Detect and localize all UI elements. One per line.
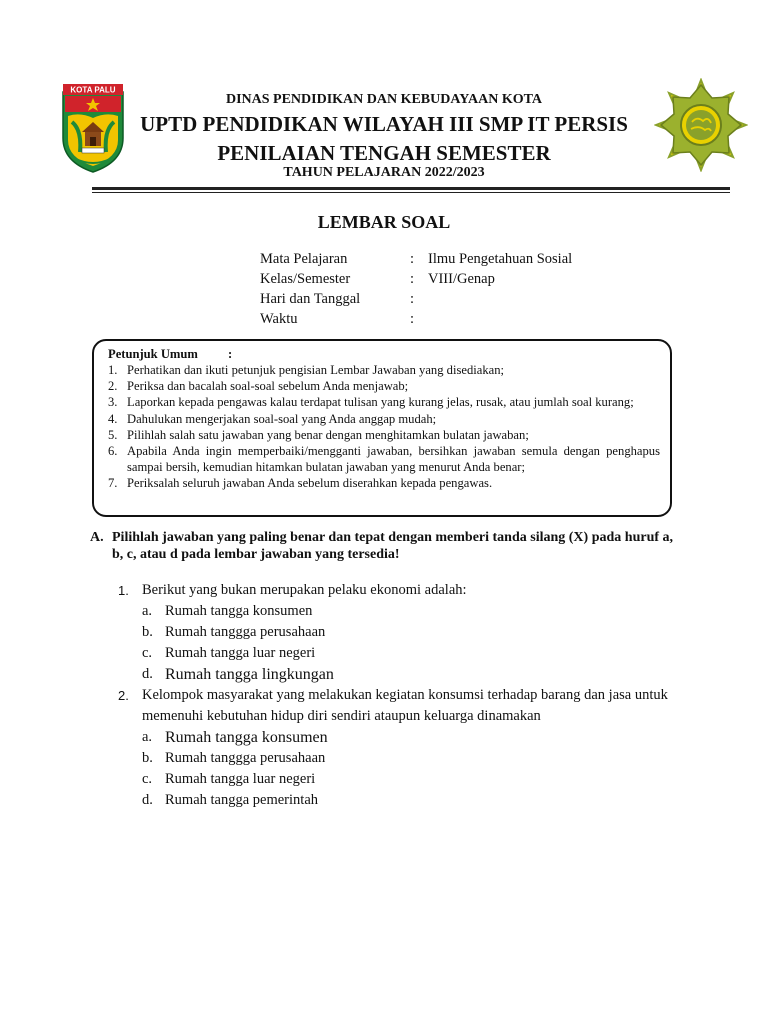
option-letter: c. [142, 771, 153, 787]
instruction-number: 2. [108, 379, 118, 394]
info-colon: : [410, 271, 415, 287]
option-letter: c. [142, 645, 153, 661]
question-1 [118, 580, 678, 685]
header-divider-thin [92, 192, 730, 193]
persis-seal-logo [654, 78, 748, 172]
info-label: Mata Pelajaran [260, 251, 348, 267]
instruction-text: Laporkan kepada pengawas kalau terdapat tulisan yang kurang jelas, rusak, atau jumlah soal kurang; [127, 395, 634, 410]
info-colon: : [410, 291, 415, 307]
instruction-text: Perhatikan dan ikuti petunjuk pengisian Lembar Jawaban yang disediakan; [127, 363, 505, 377]
option-text: Rumah tanggga perusahaan [165, 750, 326, 766]
sheet-title: LEMBAR SOAL [317, 212, 451, 232]
header-agency: DINAS PENDIDIKAN DAN KEBUDAYAAN KOTA [225, 92, 543, 107]
header-school: UPTD PENDIDIKAN WILAYAH III SMP IT PERSIS [140, 112, 628, 136]
instructions-title: Petunjuk Umum [108, 347, 198, 361]
instruction-item [108, 394, 660, 410]
option-letter: b. [142, 750, 153, 766]
header-divider-thick [92, 187, 730, 190]
instruction-text: Pilihlah salah satu jawaban yang benar dengan menghitamkan bulatan jawaban; [127, 427, 529, 442]
option-letter: d. [142, 666, 153, 682]
instruction-item [108, 443, 660, 475]
info-colon: : [410, 251, 415, 267]
instruction-number: 7. [108, 476, 118, 491]
logo-badge-text: KOTA PALU [70, 85, 116, 95]
section-text: Pilihlah jawaban yang paling benar dan tepat dengan memberi tanda silang (X) pada huruf a, b, c, atau d pada lembar jawaban yang tersedia! [112, 530, 674, 562]
option-text: Rumah tangga konsumen [165, 729, 328, 746]
instruction-item [108, 475, 660, 491]
option-d [142, 664, 678, 685]
option-letter: a. [142, 729, 153, 745]
instruction-number: 1. [108, 363, 118, 377]
info-row-subject [260, 251, 680, 271]
instruction-number: 4. [108, 411, 118, 426]
option-a [142, 727, 678, 748]
info-colon: : [410, 311, 415, 327]
info-label: Hari dan Tanggal [260, 291, 361, 307]
option-letter: d. [142, 792, 153, 808]
option-a [142, 601, 678, 622]
question-number: 2. [118, 688, 129, 703]
header-exam: PENILAIAN TENGAH SEMESTER [217, 141, 551, 165]
instruction-item [108, 427, 660, 443]
option-text: Rumah tangga luar negeri [165, 645, 316, 661]
instructions-colon: : [228, 347, 233, 361]
section-letter: A. [90, 530, 104, 545]
instruction-text: Apabila Anda ingin memperbaiki/mengganti jawaban, bersihkan jawaban semula dengan penghapus sampai bersih, kemudian hitamkan bulatan jawaban yang menurut Anda benar; [127, 444, 660, 475]
option-letter: b. [142, 624, 153, 640]
question-text: Kelompok masyarakat yang melakukan kegiatan konsumsi terhadap barang dan jasa untuk memenuhi kebutuhan hidup diri sendiri ataupun keluarga dinamakan [142, 687, 668, 724]
option-text: Rumah tangga lingkungan [165, 666, 334, 683]
option-text: Rumah tangga pemerintah [165, 792, 319, 808]
option-letter: a. [142, 603, 153, 619]
option-b [142, 622, 678, 643]
section-a-instruction [90, 529, 675, 563]
instruction-item [108, 378, 660, 394]
option-text: Rumah tangga luar negeri [165, 771, 316, 787]
question-text: Berikut yang bukan merupakan pelaku ekonomi adalah: [142, 582, 467, 598]
instruction-text: Periksalah seluruh jawaban Anda sebelum diserahkan kepada pengawas. [127, 476, 493, 491]
info-label: Waktu [260, 311, 298, 327]
option-text: Rumah tanggga perusahaan [165, 624, 326, 640]
instructions-list [108, 362, 660, 492]
instruction-number: 3. [108, 395, 118, 410]
instruction-number: 5. [108, 427, 118, 442]
info-value: Ilmu Pengetahuan Sosial [428, 251, 573, 267]
info-value: VIII/Genap [428, 271, 495, 287]
option-b [142, 748, 678, 769]
info-row-class [260, 271, 680, 291]
instruction-text: Periksa dan bacalah soal-soal sebelum Anda menjawab; [127, 379, 409, 394]
question-2 [118, 685, 678, 811]
header-year: TAHUN PELAJARAN 2022/2023 [283, 165, 485, 180]
option-d [142, 790, 678, 811]
option-text: Rumah tangga konsumen [165, 603, 313, 619]
info-row-time [260, 311, 680, 331]
question-number: 1. [118, 583, 129, 598]
instruction-number: 6. [108, 444, 118, 459]
question-list [118, 580, 678, 811]
exam-info [260, 251, 680, 331]
instruction-text: Dahulukan mengerjakan soal-soal yang Anda anggap mudah; [127, 411, 437, 426]
instruction-item [108, 411, 660, 427]
info-label: Kelas/Semester [260, 271, 351, 287]
instruction-item [108, 362, 660, 378]
option-c [142, 643, 678, 664]
option-c [142, 769, 678, 790]
general-instructions-box [92, 339, 672, 517]
info-row-date [260, 291, 680, 311]
